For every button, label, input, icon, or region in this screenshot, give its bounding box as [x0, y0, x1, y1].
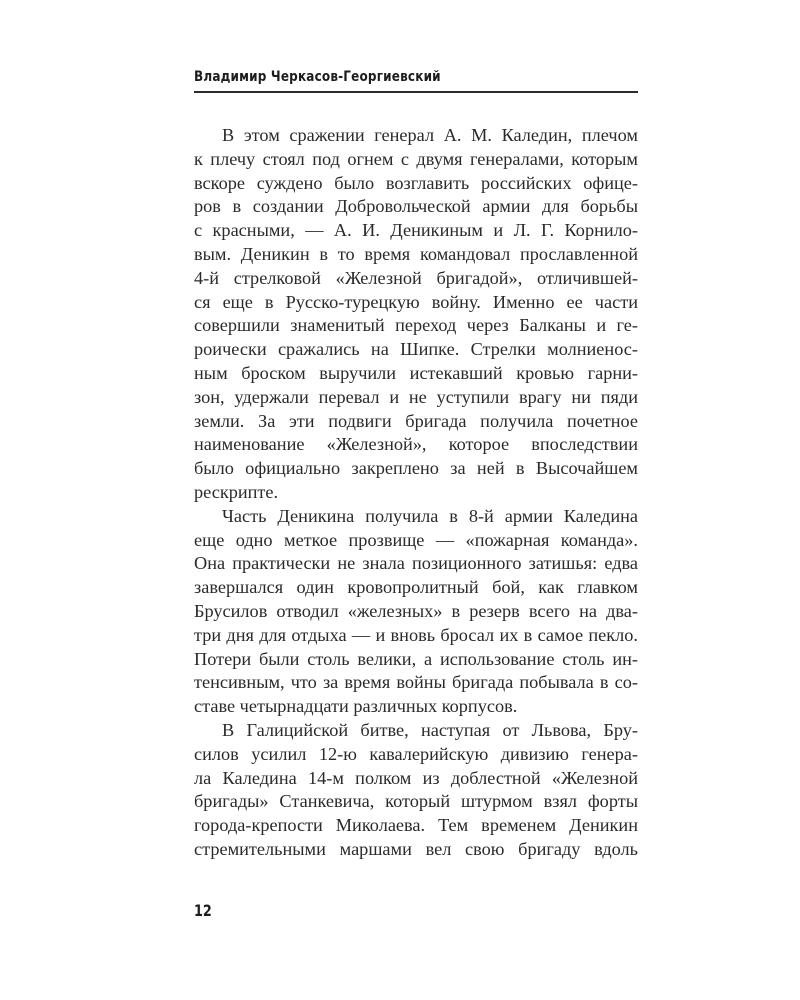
- text-line: вым. Деникин в то время командовал прославленной: [194, 243, 638, 264]
- page-number: 12: [194, 901, 212, 920]
- text-line: еще одно меткое прозвище — «пожарная команда».: [194, 529, 638, 550]
- text-line: ров в создании Добровольческой армии для борьбы: [194, 196, 638, 217]
- text-line: В этом сражении генерал А. М. Каледин, плечом: [222, 125, 638, 145]
- text-line: было официально закреплено за ней в Высочайшем: [194, 458, 638, 479]
- text-line: 4-й стрелковой «Железной бригадой», отличившей-: [194, 267, 638, 288]
- text-line: Потери были столь велики, а использование столь ин-: [194, 648, 638, 669]
- text-line: к плечу стоял под огнем с двумя генералами, которым: [194, 148, 638, 169]
- text-line: В Галицийской битве, наступая от Львова, Бру-: [222, 719, 638, 740]
- text-line: тенсивным, что за время войны бригада побывала в со-: [194, 672, 638, 693]
- text-line: Брусилов отводил «железных» в резерв всего на два-: [194, 600, 638, 621]
- text-line: с красными, — А. И. Деникиным и Л. Г. Корнило-: [194, 220, 638, 241]
- text-line: Она практически не знала позиционного затишья: едва: [194, 553, 638, 574]
- text-line: совершили знаменитый переход через Балканы и ге-: [194, 315, 638, 336]
- text-line: земли. За эти подвиги бригада получила почетное: [194, 410, 638, 431]
- text-line: ным броском выручили истекавший кровью гарни-: [194, 362, 638, 383]
- running-head: [194, 63, 638, 93]
- text-line: наименование «Железной», которое впоследствии: [194, 434, 638, 455]
- running-title: Владимир Черкасов-Георгиевский: [194, 69, 441, 85]
- text-line: рескрипте.: [194, 481, 279, 502]
- text-line: вскоре суждено было возглавить российских офице-: [194, 172, 638, 193]
- text-line: роически сражались на Шипке. Стрелки молниенос-: [194, 339, 638, 360]
- text-line: ла Каледина 14-м полком из доблестной «Железной: [194, 767, 638, 788]
- text-line: стремительными маршами вел свою бригаду вдоль: [194, 838, 638, 859]
- text-line: три дня для отдыха — и вновь бросал их в самое пекло.: [194, 624, 638, 645]
- text-line: силов усилил 12-ю кавалерийскую дивизию генера-: [194, 743, 638, 764]
- text-line: ся еще в Русско-турецкую войну. Именно ее части: [194, 291, 638, 312]
- text-line: Часть Деникина получила в 8-й армии Каледина: [222, 505, 638, 526]
- text-line: бригады» Станкевича, который штурмом взял форты: [194, 791, 638, 812]
- text-line: ставе четырнадцати различных корпусов.: [194, 696, 518, 717]
- text-line: зон, удержали перевал и не уступили врагу ни пяди: [194, 386, 638, 407]
- text-line: завершался один кровопролитный бой, как главком: [194, 577, 638, 598]
- text-line: города-крепости Миколаева. Тем временем Деникин: [194, 815, 638, 836]
- body-text: [194, 124, 638, 862]
